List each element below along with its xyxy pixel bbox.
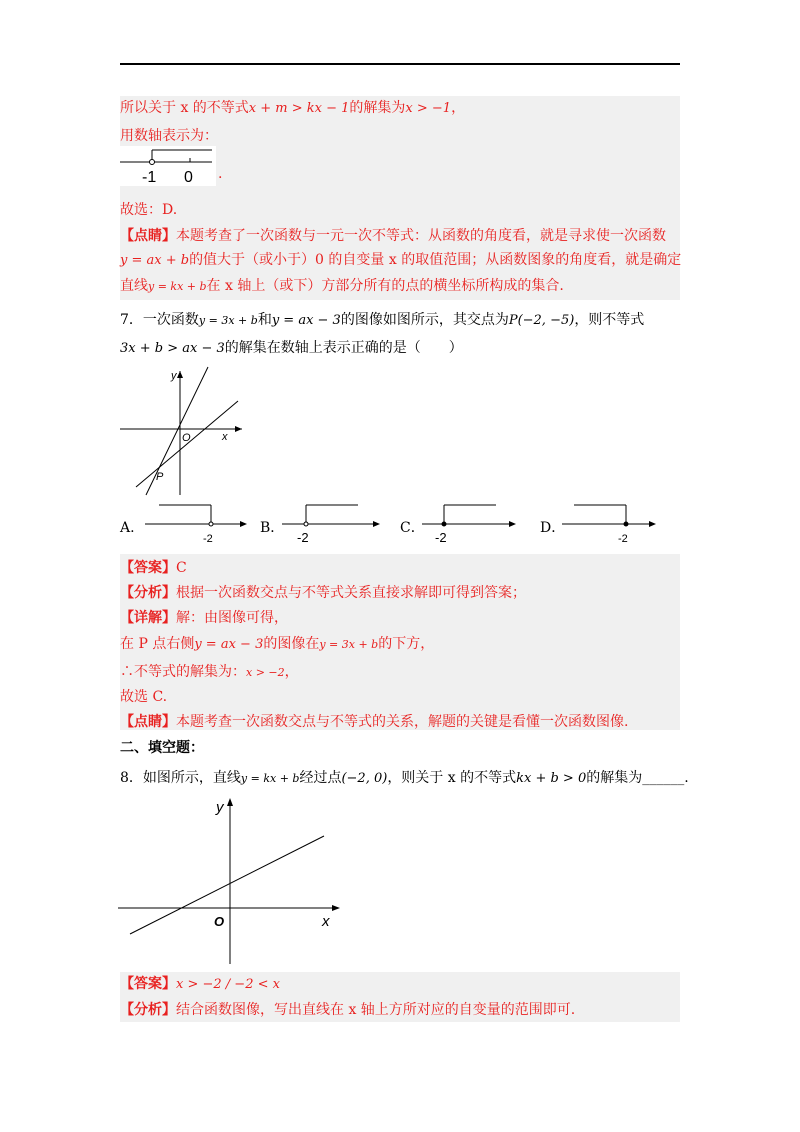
q8-text: 8．如图所示，直线y = kx + b经过点(−2, 0)，则关于 x 的不等式kx + b > 0的解集为______. bbox=[120, 770, 689, 786]
svg-text:O: O bbox=[182, 432, 191, 444]
number-line-label-neg1: -1 bbox=[142, 169, 157, 186]
q8-analysis-line: 【分析】结合函数图像，写出直线在 x 轴上方所对应的自变量的范围即可. bbox=[120, 1002, 576, 1018]
option-d-number-line[interactable] bbox=[562, 502, 672, 545]
option-c-number-line[interactable] bbox=[422, 502, 532, 545]
solution-block-7 bbox=[120, 554, 680, 730]
detail-line-4: 故选 C. bbox=[120, 689, 168, 705]
q8-answer-line: 【答案】x > −2 / −2 < x bbox=[120, 976, 280, 992]
detail-line-2: 在 P 点右侧y = ax − 3的图像在y = 3x + b的下方， bbox=[120, 636, 435, 652]
number-line-figure bbox=[120, 146, 220, 186]
svg-text:x: x bbox=[322, 913, 330, 930]
solution-block-6: 所以关于 x 的不等式x + m > kx − 1的解集为x > −1， 用数轴表示为： -1 0 . 故选：D. 【点睛】本题考查了一次函数与一元一次不等式：从函数的角度看，就是寻求使一次函数 y = ax + b的值大于（或小于）0 的自变量 x 的取值范围；从函数图象的角度看，就是确定 直线y = kx + b在 x 轴上（或下）方部分所有的点的横坐标所构成的集合. bbox=[120, 96, 680, 300]
svg-text:-2: -2 bbox=[203, 533, 213, 545]
q7-text-line-2: 3x + b > ax − 3的解集在数轴上表示正确的是（ ） bbox=[120, 340, 463, 356]
number-line-label-0: 0 bbox=[184, 169, 193, 186]
solution-line-2: 用数轴表示为： bbox=[120, 128, 218, 144]
svg-text:x: x bbox=[222, 431, 228, 443]
header-rule bbox=[120, 63, 680, 65]
comment-line: 【点睛】本题考查一次函数交点与不等式的关系，解题的关键是看懂一次函数图像. bbox=[120, 714, 629, 730]
svg-text:-2: -2 bbox=[435, 530, 447, 545]
analysis-line: 【分析】根据一次函数交点与不等式关系直接求解即可得到答案； bbox=[120, 585, 526, 601]
option-a-number-line[interactable] bbox=[145, 502, 255, 545]
comment-line-3: 直线y = kx + b在 x 轴上（或下）方部分所有的点的横坐标所构成的集合. bbox=[120, 278, 564, 294]
detail-line-3: ∴不等式的解集为：x > −2， bbox=[120, 664, 299, 680]
detail-line: 【详解】解：由图像可得， bbox=[120, 610, 288, 626]
section-heading: 二、填空题： bbox=[120, 740, 204, 756]
solution-line-3: 故选：D. bbox=[120, 202, 178, 218]
svg-text:P: P bbox=[156, 471, 164, 483]
svg-text:y: y bbox=[171, 370, 177, 382]
q7-text-line-1: 7．一次函数y = 3x + b和y = ax − 3的图像如图所示，其交点为P(−2, −5)，则不等式 bbox=[120, 312, 645, 328]
svg-text:y: y bbox=[216, 799, 224, 816]
q8-graph bbox=[118, 792, 358, 972]
svg-text:-2: -2 bbox=[297, 530, 309, 545]
q7-graph bbox=[118, 365, 248, 505]
solution-line-1: 所以关于 x 的不等式x + m > kx − 1的解集为x > −1， bbox=[120, 100, 466, 116]
solution-block-8 bbox=[120, 972, 680, 1022]
comment-line-2: y = ax + b的值大于（或小于）0 的自变量 x 的取值范围；从函数图象的角度看，就是确定 bbox=[120, 252, 682, 268]
svg-text:-2: -2 bbox=[618, 533, 628, 545]
answer-line: 【答案】C bbox=[120, 560, 187, 576]
option-c-label[interactable]: C． bbox=[400, 520, 425, 536]
comment-line-1: 【点睛】本题考查了一次函数与一元一次不等式：从函数的角度看，就是寻求使一次函数 bbox=[120, 228, 666, 244]
svg-text:O: O bbox=[214, 914, 225, 929]
option-a-label[interactable]: A. bbox=[120, 520, 135, 536]
option-d-label[interactable]: D． bbox=[540, 520, 566, 536]
option-b-number-line[interactable] bbox=[282, 502, 392, 545]
option-b-label[interactable]: B． bbox=[260, 520, 285, 536]
